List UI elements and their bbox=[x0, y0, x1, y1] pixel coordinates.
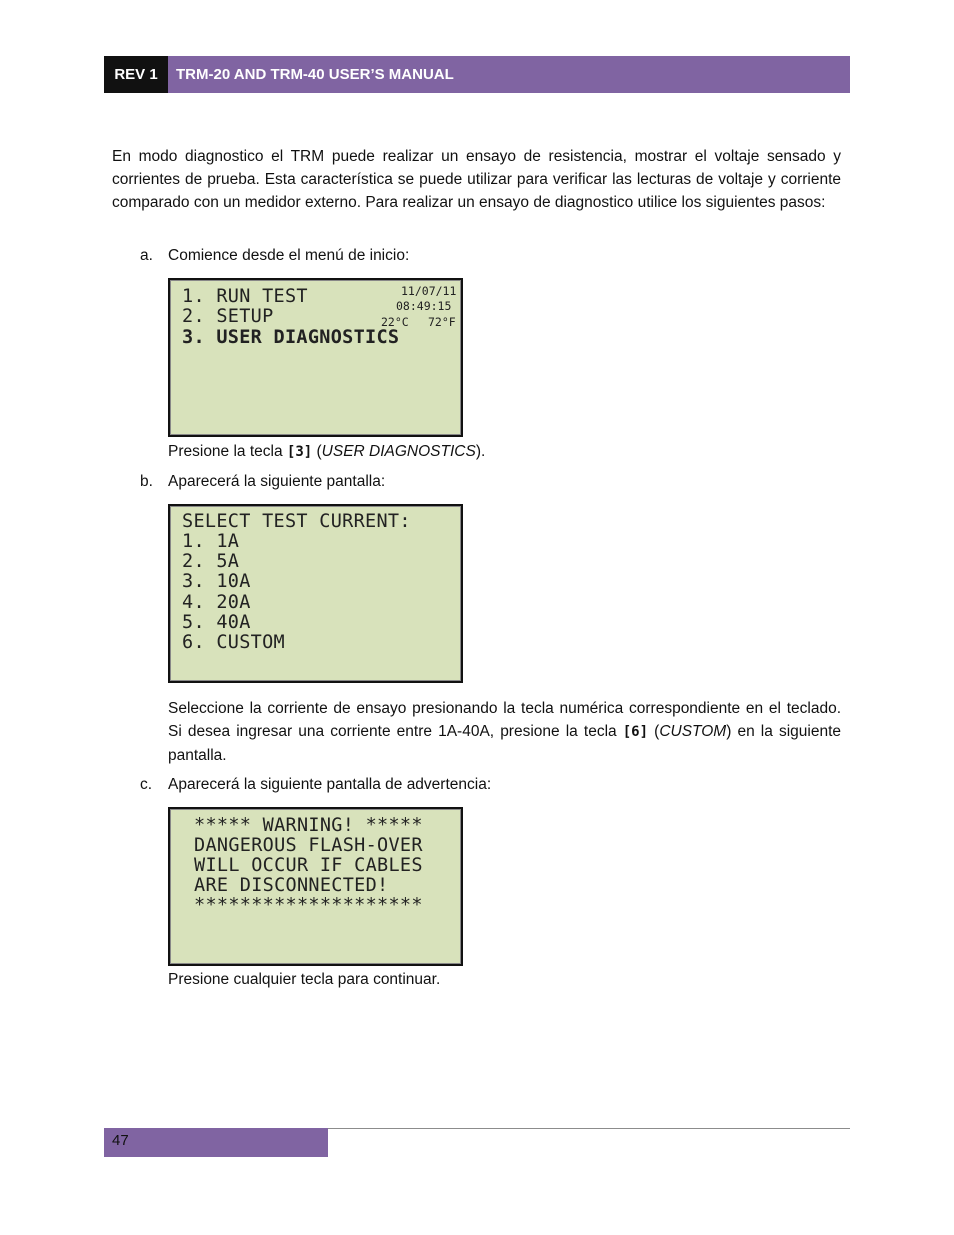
step-a-note bbox=[168, 440, 841, 464]
lcd-date: 11/07/11 bbox=[401, 284, 457, 298]
step-c-note: Presione cualquier tecla para continuar. bbox=[168, 971, 441, 988]
note-paren-close: ). bbox=[475, 443, 486, 460]
page-header bbox=[104, 56, 850, 93]
note-paren-close: ) en la siguiente pantalla. bbox=[168, 723, 842, 764]
key-6: [6] bbox=[622, 724, 649, 740]
step-text: Aparecerá la siguiente pantalla: bbox=[168, 473, 386, 490]
lcd-line: DANGEROUS FLASH-OVER bbox=[194, 835, 423, 856]
step-letter: b. bbox=[140, 473, 153, 490]
lcd-line: 1. 1A bbox=[182, 531, 240, 552]
note-text: Presione la tecla bbox=[168, 443, 287, 460]
step-c bbox=[140, 774, 491, 796]
lcd-line: 2. 5A bbox=[182, 551, 240, 572]
intro-paragraph: En modo diagnostico el TRM puede realizar un ensayo de resistencia, mostrar el voltaje sensado y corrientes de prueba. Esta característica se puede utilizar para verificar las lecturas de voltaje y corriente comparado con un medidor externo. Para realizar un ensayo de diagnostico utilice los siguientes pasos: bbox=[112, 148, 841, 211]
menu-setup: 2. SETUP bbox=[182, 306, 274, 327]
step-letter: a. bbox=[140, 247, 153, 264]
manual-title: TRM-20 AND TRM-40 USER’S MANUAL bbox=[168, 56, 850, 93]
menu-user-diagnostics: 3. USER DIAGNOSTICS bbox=[182, 327, 400, 348]
lcd-line: ***** WARNING! ***** bbox=[194, 815, 423, 836]
lcd-line: WILL OCCUR IF CABLES bbox=[194, 855, 423, 876]
step-text: Aparecerá la siguiente pantalla de advertencia: bbox=[168, 776, 492, 793]
page-number: 47 bbox=[104, 1128, 328, 1157]
step-text: Comience desde el menú de inicio: bbox=[168, 247, 410, 264]
step-letter: c. bbox=[140, 776, 153, 793]
lcd-main-menu bbox=[168, 278, 463, 437]
lcd-temp-c: 22°C bbox=[381, 315, 409, 329]
note-emphasis: CUSTOM bbox=[659, 723, 727, 740]
lcd-line: 6. CUSTOM bbox=[182, 632, 285, 653]
note-paren-open: ( bbox=[648, 723, 660, 740]
lcd-select-current bbox=[168, 504, 463, 683]
key-3: [3] bbox=[286, 444, 313, 460]
note-paren-open: ( bbox=[312, 443, 322, 460]
lcd-line: 5. 40A bbox=[182, 612, 251, 633]
step-b-note bbox=[168, 697, 841, 767]
note-emphasis: USER DIAGNOSTICS bbox=[321, 443, 476, 460]
lcd-line: ARE DISCONNECTED! bbox=[194, 875, 389, 896]
menu-run-test: 1. RUN TEST bbox=[182, 286, 308, 307]
note-text: Seleccione la corriente de ensayo presionando la tecla numérica correspondiente en el teclado. Si desea ingresar una corriente entre 1A-40A, presione la tecla bbox=[168, 700, 841, 740]
lcd-warning bbox=[168, 807, 463, 966]
step-a bbox=[140, 245, 409, 267]
lcd-line: 4. 20A bbox=[182, 592, 251, 613]
lcd-line: ******************** bbox=[194, 895, 423, 916]
lcd-time: 08:49:15 bbox=[396, 299, 452, 313]
lcd-line: 3. 10A bbox=[182, 571, 251, 592]
lcd-temp-f: 72°F bbox=[428, 315, 456, 329]
revision-label: REV 1 bbox=[104, 56, 168, 93]
lcd-line: SELECT TEST CURRENT: bbox=[182, 511, 411, 532]
step-b bbox=[140, 471, 385, 493]
